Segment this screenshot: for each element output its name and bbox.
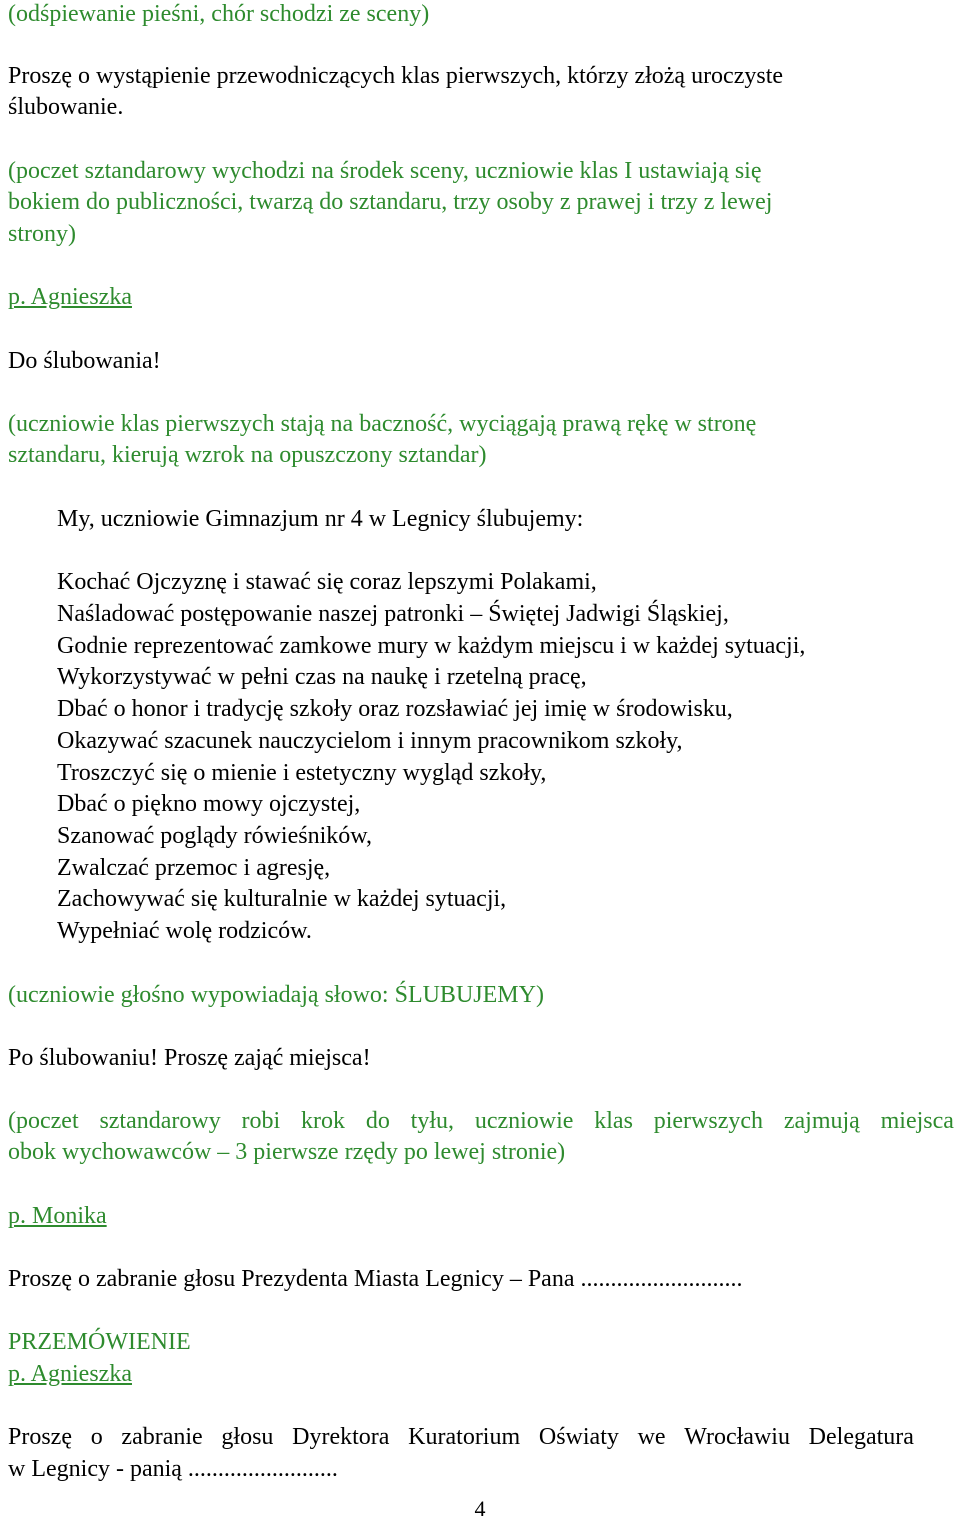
word: Wrocławiu bbox=[684, 1424, 790, 1450]
word: Dyrektora bbox=[292, 1424, 390, 1450]
word: do bbox=[365, 1108, 390, 1134]
speaker-label-1: p. Agnieszka bbox=[8, 284, 132, 310]
word: zajmują bbox=[783, 1108, 860, 1134]
request-3-line-2: w Legnicy - panią ......................... bbox=[8, 1456, 338, 1482]
speaker-label-3: p. Agnieszka bbox=[8, 1361, 132, 1387]
word: Proszę bbox=[8, 1424, 72, 1450]
oath-item: Zachowywać się kulturalnie w każdej sytuacji, bbox=[57, 886, 507, 912]
stage-direction-2-line-3: strony) bbox=[8, 221, 76, 247]
oath-item: Dbać o honor i tradycję szkoły oraz rozsławiać jej imię w środowisku, bbox=[57, 696, 733, 722]
word: krok bbox=[301, 1108, 346, 1134]
word: Delegatura bbox=[808, 1424, 914, 1450]
request-3-line-1 bbox=[8, 1421, 914, 1453]
word: uczniowie bbox=[474, 1108, 574, 1134]
word: robi bbox=[241, 1108, 281, 1134]
word: głosu bbox=[221, 1424, 274, 1450]
word: zabranie bbox=[121, 1424, 203, 1450]
oath-item: Szanować poglądy rówieśników, bbox=[57, 823, 373, 849]
oath-intro: My, uczniowie Gimnazjum nr 4 w Legnicy ślubujemy: bbox=[57, 506, 584, 532]
oath-item: Dbać o piękno mowy ojczystej, bbox=[57, 791, 361, 817]
request-1-line-2: ślubowanie. bbox=[8, 94, 124, 120]
request-1-line-1: Proszę o wystąpienie przewodniczących klas pierwszych, którzy złożą uroczyste bbox=[8, 63, 784, 89]
command-text: Do ślubowania! bbox=[8, 348, 161, 374]
after-oath-text: Po ślubowaniu! Proszę zająć miejsca! bbox=[8, 1045, 371, 1071]
stage-direction-1: (odśpiewanie pieśni, chór schodzi ze sceny) bbox=[8, 1, 430, 27]
stage-direction-5-line-1 bbox=[8, 1105, 954, 1137]
word: Kuratorium bbox=[408, 1424, 521, 1450]
speaker-label-2: p. Monika bbox=[8, 1203, 107, 1229]
request-2: Proszę o zabranie głosu Prezydenta Miasta Legnicy – Pana ........................... bbox=[8, 1266, 743, 1292]
word: tyłu, bbox=[410, 1108, 454, 1134]
stage-direction-2-line-1: (poczet sztandarowy wychodzi na środek sceny, uczniowie klas I ustawiają się bbox=[8, 158, 762, 184]
stage-direction-5-line-2: obok wychowawców – 3 pierwsze rzędy po lewej stronie) bbox=[8, 1139, 566, 1165]
word: (poczet bbox=[8, 1108, 79, 1134]
stage-direction-3-line-1: (uczniowie klas pierwszych stają na baczność, wyciągają prawą rękę w stronę bbox=[8, 411, 757, 437]
speech-label: PRZEMÓWIENIE bbox=[8, 1329, 191, 1355]
word: o bbox=[90, 1424, 103, 1450]
oath-item: Wykorzystywać w pełni czas na naukę i rzetelną pracę, bbox=[57, 664, 587, 690]
stage-direction-4: (uczniowie głośno wypowiadają słowo: ŚLUBUJEMY) bbox=[8, 982, 544, 1008]
word: we bbox=[637, 1424, 666, 1450]
stage-direction-3-line-2: sztandaru, kierują wzrok na opuszczony sztandar) bbox=[8, 442, 487, 468]
oath-item: Wypełniać wolę rodziców. bbox=[57, 918, 312, 944]
word: klas bbox=[594, 1108, 633, 1134]
word: miejsca bbox=[880, 1108, 954, 1134]
word: Oświaty bbox=[538, 1424, 619, 1450]
oath-item: Zwalczać przemoc i agresję, bbox=[57, 855, 331, 881]
page-number: 4 bbox=[474, 1496, 486, 1521]
word: sztandarowy bbox=[99, 1108, 221, 1134]
oath-item: Troszczyć się o mienie i estetyczny wygląd szkoły, bbox=[57, 760, 547, 786]
word: pierwszych bbox=[653, 1108, 764, 1134]
oath-item: Kochać Ojczyznę i stawać się coraz lepszymi Polakami, bbox=[57, 569, 597, 595]
oath-item: Godnie reprezentować zamkowe mury w każdym miejscu i w każdej sytuacji, bbox=[57, 633, 806, 659]
stage-direction-2-line-2: bokiem do publiczności, twarzą do sztandaru, trzy osoby z prawej i trzy z lewej bbox=[8, 189, 773, 215]
oath-item: Naśladować postępowanie naszej patronki – Świętej Jadwigi Śląskiej, bbox=[57, 601, 729, 627]
oath-item: Okazywać szacunek nauczycielom i innym pracownikom szkoły, bbox=[57, 728, 683, 754]
